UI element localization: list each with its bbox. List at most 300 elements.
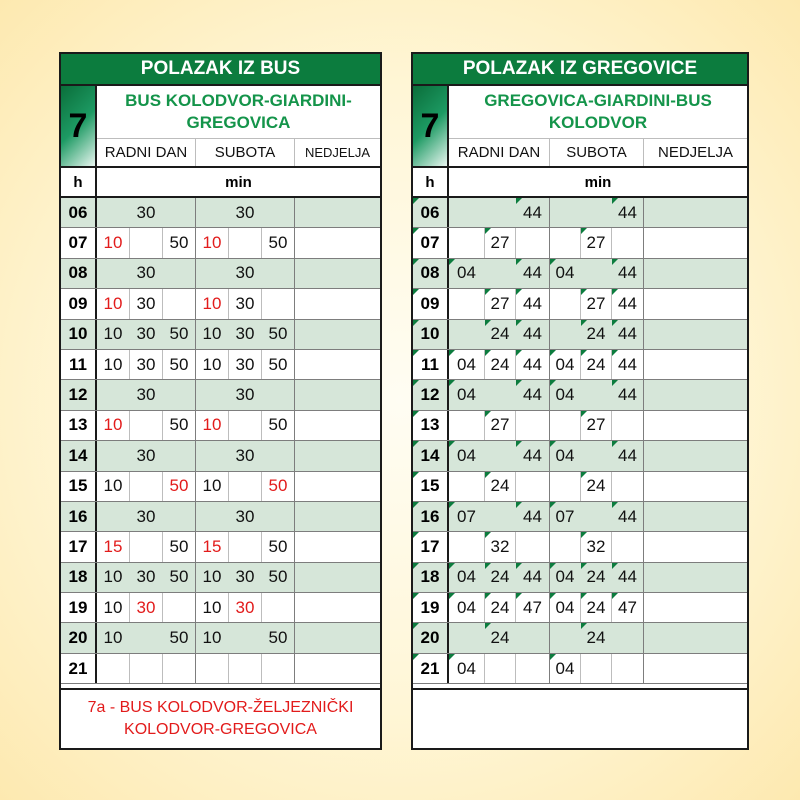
sunday-cell — [295, 380, 380, 409]
table-row — [413, 593, 747, 623]
footer-empty — [413, 688, 747, 748]
minute-text: 30 — [235, 263, 255, 283]
timetable-departures-gregovica — [411, 52, 749, 750]
minute-text: 32 — [490, 536, 510, 556]
route-name — [449, 86, 747, 138]
minute-text: 30 — [136, 293, 156, 313]
minute-cell — [612, 654, 644, 683]
minute-cell — [612, 228, 644, 257]
minute-cell — [516, 289, 550, 318]
sunday-cell — [295, 320, 380, 349]
minute-label: min — [584, 173, 612, 191]
hour-text: 16 — [68, 506, 88, 526]
minute-cell — [97, 532, 130, 561]
minute-cell — [581, 532, 612, 561]
minute-text: 44 — [523, 354, 542, 374]
minute-text: 30 — [136, 202, 156, 222]
table-row — [61, 502, 380, 532]
minute-text: 10 — [103, 597, 123, 617]
minute-text: 30 — [136, 263, 156, 283]
minute-cell — [262, 350, 295, 379]
minute-text: 27 — [586, 293, 606, 313]
minute-cell — [196, 320, 229, 349]
minute-cell — [196, 441, 229, 470]
minute-cell — [196, 623, 229, 652]
route-name-line1: GREGOVICA-GIARDINI-BUS — [484, 91, 712, 110]
minute-cell — [196, 289, 229, 318]
minute-cell — [516, 380, 550, 409]
minute-cell — [485, 320, 516, 349]
day-weekday: RADNI DAN — [97, 139, 196, 166]
minute-cell — [485, 259, 516, 288]
hour-text: 06 — [68, 202, 88, 222]
minute-text: 44 — [618, 506, 637, 526]
minute-text: 50 — [268, 536, 288, 556]
minute-cell — [516, 563, 550, 592]
minute-cell — [229, 380, 262, 409]
minute-cell — [550, 411, 581, 440]
minute-cell — [516, 532, 550, 561]
minute-cell — [516, 198, 550, 227]
minute-text: 24 — [490, 354, 510, 374]
minute-text: 30 — [235, 354, 255, 374]
minute-cell — [449, 320, 485, 349]
minute-text: 30 — [235, 597, 255, 617]
minute-text: 24 — [490, 324, 510, 344]
minute-cell — [612, 198, 644, 227]
hour-cell — [413, 320, 449, 349]
table-row — [61, 532, 380, 562]
day-headers — [97, 138, 380, 166]
minute-cell — [130, 198, 163, 227]
sunday-cell — [644, 198, 747, 227]
minute-text: 30 — [136, 354, 156, 374]
minute-text: 04 — [555, 263, 575, 283]
minute-text: 10 — [202, 567, 222, 587]
minute-cell — [550, 623, 581, 652]
hour-cell — [413, 380, 449, 409]
table-row — [413, 198, 747, 228]
minute-cell — [449, 532, 485, 561]
hour-label: h — [61, 168, 97, 196]
hour-text: 07 — [420, 233, 440, 253]
minute-text: 44 — [618, 385, 637, 405]
minute-cell — [550, 502, 581, 531]
minute-cell — [196, 380, 229, 409]
hour-cell — [61, 411, 97, 440]
minute-cell — [550, 593, 581, 622]
minute-text: 50 — [169, 324, 189, 344]
minute-cell — [229, 623, 262, 652]
minute-text: 50 — [169, 628, 189, 648]
table-row — [61, 350, 380, 380]
sunday-cell — [295, 472, 380, 501]
table-row — [413, 259, 747, 289]
minute-cell — [262, 502, 295, 531]
hour-cell — [61, 563, 97, 592]
minute-text: 50 — [268, 233, 288, 253]
table-row — [413, 350, 747, 380]
minute-cell — [130, 320, 163, 349]
minute-cell — [163, 289, 196, 318]
minute-cell — [581, 380, 612, 409]
minute-cell — [163, 593, 196, 622]
minute-text: 30 — [235, 324, 255, 344]
minute-cell — [163, 441, 196, 470]
hour-text: 11 — [69, 354, 87, 374]
minute-text: 24 — [490, 597, 510, 617]
table-row — [413, 289, 747, 319]
hour-cell — [413, 259, 449, 288]
minute-text: 04 — [555, 445, 575, 465]
minute-cell — [516, 320, 550, 349]
minute-text: 30 — [136, 506, 156, 526]
minute-text: 44 — [618, 354, 637, 374]
minute-cell — [612, 593, 644, 622]
footer-line2: KOLODVOR-GREGOVICA — [124, 721, 317, 738]
table-row — [413, 563, 747, 593]
day-sunday: NEDJELJA — [304, 145, 371, 160]
minute-cell — [130, 623, 163, 652]
hour-text: 09 — [68, 293, 88, 313]
minute-cell — [550, 441, 581, 470]
minute-text: 30 — [136, 597, 156, 617]
hour-cell — [61, 198, 97, 227]
minute-text: 15 — [202, 536, 222, 556]
minute-cell — [163, 198, 196, 227]
minute-cell — [97, 350, 130, 379]
hour-cell — [413, 472, 449, 501]
minute-cell — [196, 563, 229, 592]
minute-cell — [449, 441, 485, 470]
minute-cell — [130, 654, 163, 683]
minute-cell — [516, 654, 550, 683]
column-labels — [413, 168, 747, 198]
minute-text: 04 — [457, 597, 476, 617]
minute-text: 04 — [457, 263, 476, 283]
minute-cell — [262, 472, 295, 501]
minute-text: 27 — [586, 415, 606, 435]
hour-text: 07 — [68, 233, 88, 253]
minute-text: 50 — [169, 476, 189, 496]
minute-cell — [612, 502, 644, 531]
hour-cell — [61, 532, 97, 561]
table-row — [61, 593, 380, 623]
minute-text: 30 — [235, 385, 255, 405]
minute-cell — [485, 411, 516, 440]
route-name-line2: GREGOVICA — [186, 113, 291, 132]
line-number: 7 — [61, 86, 97, 166]
hour-text: 12 — [420, 385, 440, 405]
minute-text: 50 — [169, 536, 189, 556]
sunday-cell — [644, 289, 747, 318]
hour-text: 17 — [68, 536, 88, 556]
table-row — [413, 623, 747, 653]
sunday-cell — [644, 654, 747, 683]
minute-cell — [130, 259, 163, 288]
minute-cell — [550, 563, 581, 592]
minute-text: 50 — [268, 415, 288, 435]
minute-cell — [485, 380, 516, 409]
day-headers — [449, 138, 747, 166]
minute-cell — [130, 350, 163, 379]
minute-cell — [485, 472, 516, 501]
minute-cell — [612, 472, 644, 501]
minute-cell — [516, 228, 550, 257]
minute-cell — [581, 502, 612, 531]
minute-cell — [449, 228, 485, 257]
table-row — [61, 380, 380, 410]
minute-cell — [163, 259, 196, 288]
hour-text: 20 — [68, 628, 88, 648]
minute-cell — [262, 289, 295, 318]
minute-cell — [229, 441, 262, 470]
minute-cell — [612, 411, 644, 440]
minute-text: 24 — [586, 597, 606, 617]
minute-cell — [196, 259, 229, 288]
minute-cell — [163, 472, 196, 501]
minute-text: 30 — [136, 324, 156, 344]
sunday-cell — [295, 623, 380, 652]
minute-cell — [449, 380, 485, 409]
minute-cell — [130, 380, 163, 409]
minute-text: 50 — [268, 628, 288, 648]
minute-cell — [196, 198, 229, 227]
minute-cell — [612, 532, 644, 561]
sunday-cell — [644, 380, 747, 409]
minute-text: 30 — [136, 445, 156, 465]
minute-text: 04 — [555, 658, 575, 678]
hour-cell — [61, 502, 97, 531]
minute-cell — [581, 472, 612, 501]
minute-text: 10 — [103, 233, 123, 253]
route-header — [61, 86, 380, 168]
hour-text: 19 — [420, 597, 440, 617]
minute-text: 04 — [457, 658, 476, 678]
minute-text: 50 — [169, 415, 189, 435]
minute-cell — [97, 654, 130, 683]
minute-cell — [163, 350, 196, 379]
minute-cell — [262, 380, 295, 409]
table-row — [61, 228, 380, 258]
minute-cell — [612, 350, 644, 379]
minute-cell — [97, 411, 130, 440]
minute-text: 50 — [169, 233, 189, 253]
minute-text: 30 — [235, 445, 255, 465]
table-row — [413, 502, 747, 532]
minute-cell — [130, 472, 163, 501]
minute-cell — [612, 259, 644, 288]
hour-cell — [413, 532, 449, 561]
minute-cell — [550, 228, 581, 257]
minute-text: 50 — [268, 354, 288, 374]
minute-text: 10 — [202, 476, 222, 496]
sunday-cell — [644, 563, 747, 592]
minute-cell — [163, 623, 196, 652]
minute-text: 44 — [618, 293, 637, 313]
minute-cell — [163, 320, 196, 349]
minute-cell — [130, 411, 163, 440]
minute-text: 04 — [457, 567, 476, 587]
schedule-rows — [413, 198, 747, 684]
minute-cell — [581, 350, 612, 379]
minute-cell — [485, 198, 516, 227]
minute-cell — [262, 411, 295, 440]
minute-text: 24 — [490, 628, 510, 648]
minute-cell — [196, 502, 229, 531]
minute-cell — [262, 259, 295, 288]
hour-cell — [61, 472, 97, 501]
minute-cell — [449, 654, 485, 683]
minute-cell — [196, 350, 229, 379]
minute-cell — [196, 593, 229, 622]
minute-text: 30 — [136, 385, 156, 405]
minute-cell — [97, 289, 130, 318]
route-header — [413, 86, 747, 168]
sunday-cell — [295, 654, 380, 683]
minute-cell — [130, 441, 163, 470]
table-row — [61, 654, 380, 684]
table-row — [61, 411, 380, 441]
minute-cell — [516, 502, 550, 531]
minute-cell — [97, 320, 130, 349]
minute-text: 10 — [103, 354, 123, 374]
table-row — [413, 532, 747, 562]
minute-text: 44 — [618, 263, 637, 283]
minute-cell — [229, 289, 262, 318]
sunday-cell — [295, 289, 380, 318]
minute-text: 24 — [586, 354, 606, 374]
minute-text: 10 — [103, 628, 123, 648]
hour-cell — [61, 380, 97, 409]
minute-cell — [229, 411, 262, 440]
minute-cell — [163, 532, 196, 561]
minute-text: 50 — [169, 567, 189, 587]
minute-cell — [449, 563, 485, 592]
minute-cell — [130, 228, 163, 257]
minute-text: 47 — [618, 597, 637, 617]
sunday-cell — [644, 411, 747, 440]
hour-cell — [61, 654, 97, 683]
minute-text: 44 — [523, 567, 542, 587]
minute-cell — [196, 532, 229, 561]
minute-cell — [97, 563, 130, 592]
sunday-cell — [295, 259, 380, 288]
minute-cell — [229, 350, 262, 379]
minute-cell — [581, 320, 612, 349]
minute-cell — [262, 198, 295, 227]
minute-text: 32 — [586, 536, 606, 556]
table-row — [61, 320, 380, 350]
minute-cell — [581, 563, 612, 592]
minute-cell — [229, 472, 262, 501]
minute-cell — [516, 411, 550, 440]
minute-cell — [485, 350, 516, 379]
hour-cell — [61, 593, 97, 622]
minute-text: 10 — [202, 293, 222, 313]
minute-cell — [516, 472, 550, 501]
minute-text: 30 — [235, 202, 255, 222]
minute-text: 24 — [586, 324, 606, 344]
minute-text: 10 — [103, 415, 123, 435]
minute-cell — [485, 563, 516, 592]
minute-text: 44 — [523, 506, 542, 526]
hour-text: 18 — [68, 567, 88, 587]
hour-cell — [61, 350, 97, 379]
minute-cell — [229, 198, 262, 227]
minute-cell — [449, 350, 485, 379]
table-row — [413, 228, 747, 258]
minute-cell — [262, 228, 295, 257]
hour-cell — [413, 654, 449, 683]
minute-text: 44 — [523, 385, 542, 405]
minute-text: 44 — [523, 324, 542, 344]
minute-text: 47 — [523, 597, 542, 617]
minute-text: 10 — [103, 476, 123, 496]
hour-text: 16 — [420, 506, 440, 526]
hour-text: 10 — [420, 324, 440, 344]
minute-cell — [485, 593, 516, 622]
minute-cell — [516, 593, 550, 622]
hour-text: 12 — [68, 385, 88, 405]
hour-text: 17 — [420, 536, 440, 556]
minute-cell — [163, 380, 196, 409]
sunday-cell — [644, 228, 747, 257]
table-row — [61, 441, 380, 471]
minute-cell — [130, 502, 163, 531]
minute-text: 30 — [235, 567, 255, 587]
hour-cell — [413, 623, 449, 652]
minute-text: 04 — [555, 354, 575, 374]
sunday-cell — [644, 441, 747, 470]
minute-cell — [581, 228, 612, 257]
minute-cell — [550, 654, 581, 683]
minute-text: 04 — [457, 445, 476, 465]
minute-cell — [449, 289, 485, 318]
minute-cell — [262, 563, 295, 592]
minute-cell — [485, 654, 516, 683]
minute-cell — [550, 380, 581, 409]
minute-text: 10 — [202, 597, 222, 617]
minute-text: 44 — [523, 202, 542, 222]
hour-text: 11 — [421, 354, 439, 374]
minute-cell — [581, 623, 612, 652]
minute-cell — [97, 593, 130, 622]
minute-text: 44 — [618, 324, 637, 344]
minute-text: 10 — [103, 567, 123, 587]
minute-cell — [229, 654, 262, 683]
minute-text: 27 — [586, 233, 606, 253]
minute-text: 30 — [136, 567, 156, 587]
hour-cell — [413, 502, 449, 531]
minute-text: 30 — [235, 506, 255, 526]
sunday-cell — [644, 472, 747, 501]
minute-text: 24 — [490, 567, 510, 587]
minute-text: 04 — [457, 385, 476, 405]
minute-cell — [516, 259, 550, 288]
minute-text: 10 — [202, 354, 222, 374]
hour-cell — [413, 228, 449, 257]
minute-cell — [485, 623, 516, 652]
minute-cell — [516, 350, 550, 379]
hour-text: 08 — [68, 263, 88, 283]
minute-cell — [612, 623, 644, 652]
table-row — [61, 259, 380, 289]
minute-text: 50 — [169, 354, 189, 374]
hour-cell — [413, 441, 449, 470]
minute-cell — [163, 228, 196, 257]
minute-cell — [581, 411, 612, 440]
